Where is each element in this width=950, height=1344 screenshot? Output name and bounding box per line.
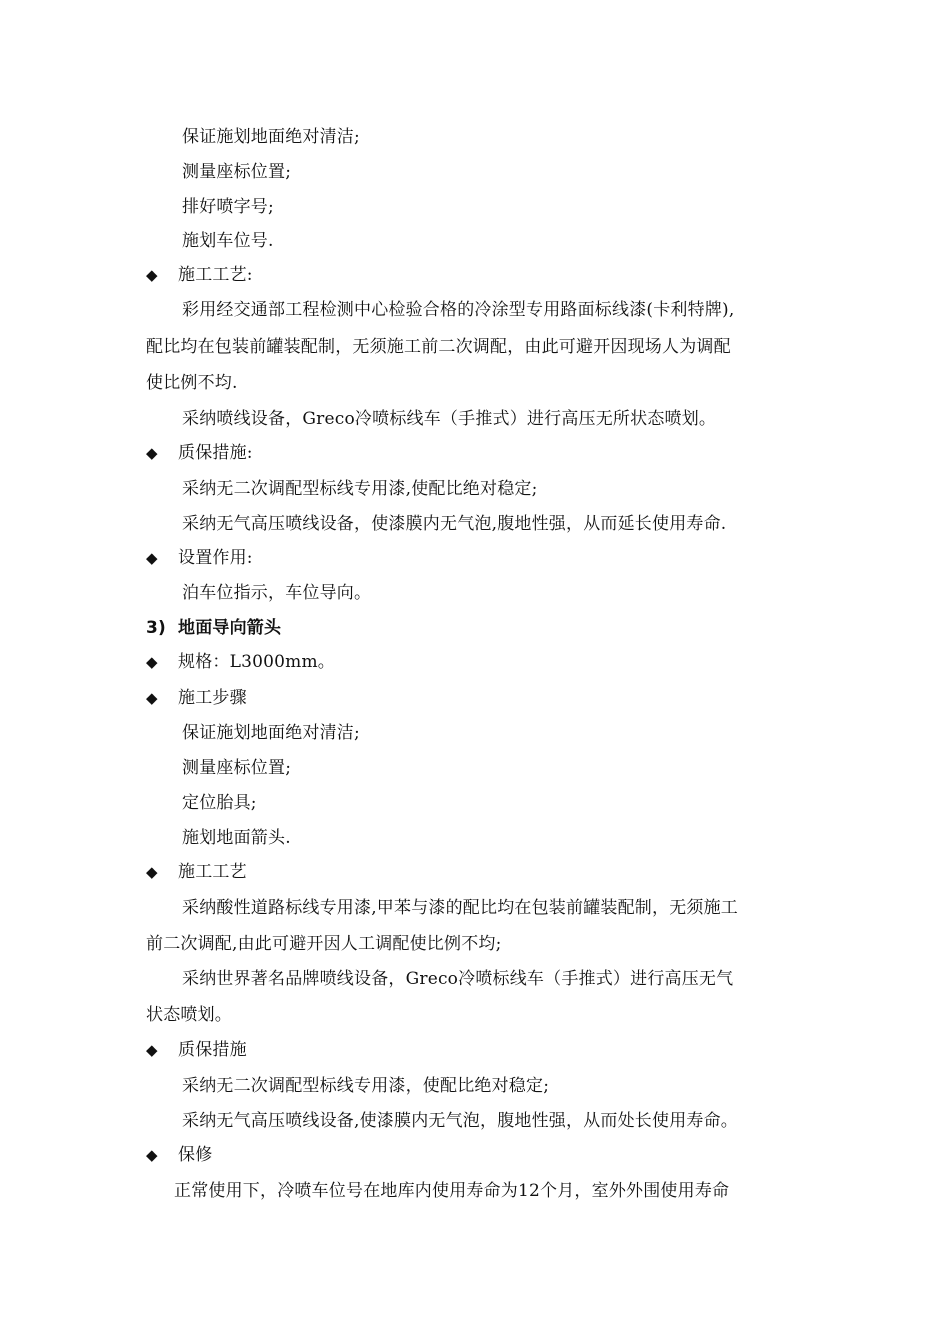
bullet-diamond-icon: ◆ bbox=[146, 444, 158, 462]
text-line: 施划车位号. bbox=[182, 231, 274, 251]
text-line: 保证施划地面绝对清洁; bbox=[182, 723, 360, 743]
bullet-diamond-icon: ◆ bbox=[146, 863, 158, 881]
text-line: 前二次调配,由此可避开因人工调配使比例不均; bbox=[146, 934, 502, 954]
text-line: 测量座标位置; bbox=[182, 758, 292, 778]
text-line: 采纳酸性道路标线专用漆,甲苯与漆的配比均在包装前罐装配制，无须施工 bbox=[182, 898, 739, 918]
text-line: 施划地面箭头. bbox=[182, 828, 291, 848]
bullet-diamond-icon: ◆ bbox=[146, 1146, 158, 1164]
text-line: 采纳世界著名品牌喷线设备，Greco冷喷标线车（手推式）进行高压无气 bbox=[182, 969, 734, 989]
text-line: 测量座标位置; bbox=[182, 162, 292, 182]
text-line: 采纳喷线设备，Greco冷喷标线车（手推式）进行高压无所状态喷划。 bbox=[182, 409, 717, 429]
text-line: 正常使用下，冷喷车位号在地库内使用寿命为12个月，室外外围使用寿命 bbox=[174, 1181, 730, 1201]
section-heading: 质保措施 bbox=[178, 1040, 247, 1060]
section-heading: 规格：L3000mm。 bbox=[178, 652, 335, 672]
text-line: 配比均在包装前罐装配制，无须施工前二次调配，由此可避开因现场人为调配 bbox=[146, 337, 731, 357]
bullet-diamond-icon: ◆ bbox=[146, 266, 158, 284]
text-line: 使比例不均. bbox=[146, 373, 238, 393]
text-line: 排好喷字号; bbox=[182, 197, 274, 217]
text-line: 定位胎具; bbox=[182, 793, 257, 813]
text-line: 彩用经交通部工程检测中心检验合格的冷涂型专用路面标线漆(卡利特牌), bbox=[182, 300, 735, 320]
text-line: 采纳无二次调配型标线专用漆，使配比绝对稳定; bbox=[182, 1076, 550, 1096]
bullet-diamond-icon: ◆ bbox=[146, 1041, 158, 1059]
bullet-diamond-icon: ◆ bbox=[146, 549, 158, 567]
text-line: 状态喷划。 bbox=[146, 1005, 232, 1025]
section-heading: 施工步骤 bbox=[178, 688, 247, 708]
section-title: 地面导向箭头 bbox=[178, 618, 282, 638]
section-heading: 质保措施: bbox=[178, 443, 253, 463]
section-heading: 设置作用: bbox=[178, 548, 253, 568]
text-line: 泊车位指示，车位导向。 bbox=[182, 583, 372, 603]
text-line: 采纳无二次调配型标线专用漆,使配比绝对稳定; bbox=[182, 479, 538, 499]
bullet-diamond-icon: ◆ bbox=[146, 653, 158, 671]
section-heading: 施工工艺 bbox=[178, 862, 247, 882]
bullet-diamond-icon: ◆ bbox=[146, 689, 158, 707]
text-line: 保证施划地面绝对清洁; bbox=[182, 127, 360, 147]
section-heading: 施工工艺: bbox=[178, 265, 253, 285]
section-number: 3) bbox=[146, 618, 166, 638]
text-line: 采纳无气高压喷线设备,使漆膜内无气泡，腹地性强，从而处长使用寿命。 bbox=[182, 1111, 739, 1131]
section-heading: 保修 bbox=[178, 1145, 213, 1165]
text-line: 采纳无气高压喷线设备，使漆膜内无气泡,腹地性强，从而延长使用寿命. bbox=[182, 514, 727, 534]
